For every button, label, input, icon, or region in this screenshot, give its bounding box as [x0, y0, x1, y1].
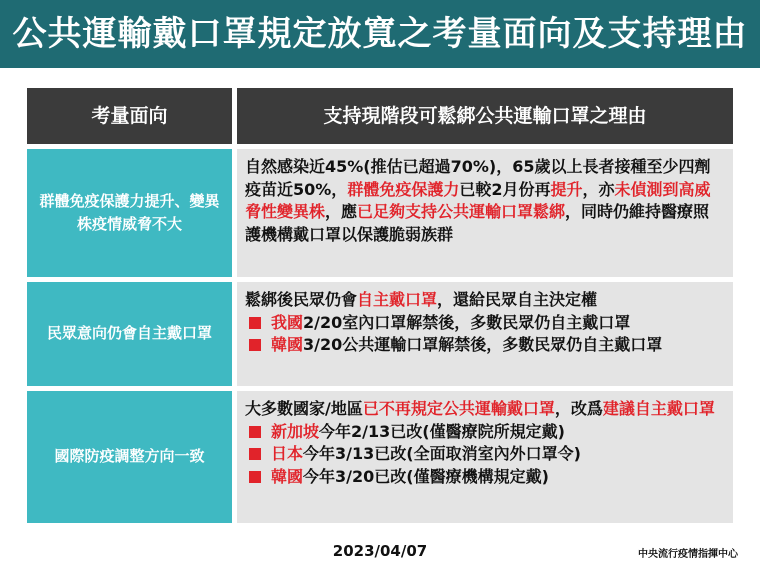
bullet-item	[245, 421, 725, 444]
highlight-text: 群體免疫保護力	[347, 179, 460, 199]
row-content-immunity	[237, 149, 733, 277]
row-label-immunity	[27, 149, 232, 277]
content-text: ，亦	[582, 179, 615, 199]
bullet-item	[245, 312, 725, 335]
content-text: 3/20公共運輸口罩解禁後，多數民眾仍自主戴口罩	[303, 335, 663, 354]
content-text: 今年3/20已改(僅醫療機構規定戴)	[303, 466, 549, 486]
row-label-text: 群體免疫保護力提升、變異株疫情威脅不大	[39, 191, 220, 233]
highlight-text: 韓國	[271, 335, 304, 354]
highlight-text: 未偵測到高威脅性變異株	[245, 179, 711, 221]
highlight-text: 已不再規定公共運輸戴口罩	[362, 399, 555, 418]
content-text: 自然感染近45%(推估已超過70%)，65歲以上長者接種至少四劑疫苗近50%，	[245, 157, 711, 199]
highlight-text: 新加坡	[271, 421, 320, 441]
red-square-bullet-icon	[249, 426, 261, 438]
bullet-text	[271, 443, 725, 466]
highlight-text: 提升	[550, 179, 583, 199]
row-label-text: 國際防疫調整方向一致	[54, 447, 205, 466]
header-consideration: 考量面向	[27, 88, 232, 144]
row-label-international	[27, 391, 232, 523]
highlight-text: 建議自主戴口罩	[602, 399, 715, 418]
content-text: ，還給民眾自主決定權	[437, 290, 598, 309]
header-reasons: 支持現階段可鬆綁公共運輸口罩之理由	[237, 88, 733, 144]
content-text: ，同時仍維持醫療照護機構戴口罩以保護脆弱族群	[245, 202, 710, 244]
highlight-text: 日本	[271, 444, 304, 463]
content-text: 2/20室內口罩解禁後，多數民眾仍自主戴口罩	[303, 312, 631, 332]
bullet-text	[271, 421, 725, 444]
bullet-item	[245, 443, 725, 466]
intro-line	[245, 289, 725, 312]
content-text: 今年2/13已改(僅醫療院所規定戴)	[319, 421, 565, 441]
content-text: 已較2月份再	[459, 179, 551, 199]
highlight-text: 我國	[271, 312, 304, 332]
bullet-text	[271, 466, 725, 489]
red-square-bullet-icon	[249, 471, 261, 483]
highlight-text: 韓國	[271, 466, 304, 486]
content-text: ，應	[325, 202, 358, 221]
red-square-bullet-icon	[249, 339, 261, 351]
bullet-item	[245, 466, 725, 489]
bullet-text	[271, 312, 725, 335]
footer-organization: 中央流行疫情指揮中心	[638, 549, 738, 560]
bullet-text	[271, 334, 725, 357]
content-text: 大多數國家/地區	[245, 399, 363, 418]
footer-date: 2023/04/07	[332, 542, 428, 560]
red-square-bullet-icon	[249, 317, 261, 329]
highlight-text: 已足夠支持公共運輸口罩鬆綁	[357, 202, 566, 221]
row-label-public-intent	[27, 282, 232, 386]
content-text: 鬆綁後民眾仍會	[245, 290, 358, 309]
bullet-item	[245, 334, 725, 357]
highlight-text: 自主戴口罩	[357, 290, 438, 309]
content-text: ，改爲	[554, 399, 603, 418]
red-square-bullet-icon	[249, 448, 261, 460]
row-content-international	[237, 391, 733, 523]
intro-line	[245, 398, 725, 421]
content-text: 今年3/13已改(全面取消室內外口罩令)	[303, 444, 581, 463]
row-content-public-intent	[237, 282, 733, 386]
row-label-text: 民眾意向仍會自主戴口罩	[46, 324, 212, 343]
page-title: 公共運輸戴口罩規定放寬之考量面向及支持理由	[0, 0, 760, 68]
